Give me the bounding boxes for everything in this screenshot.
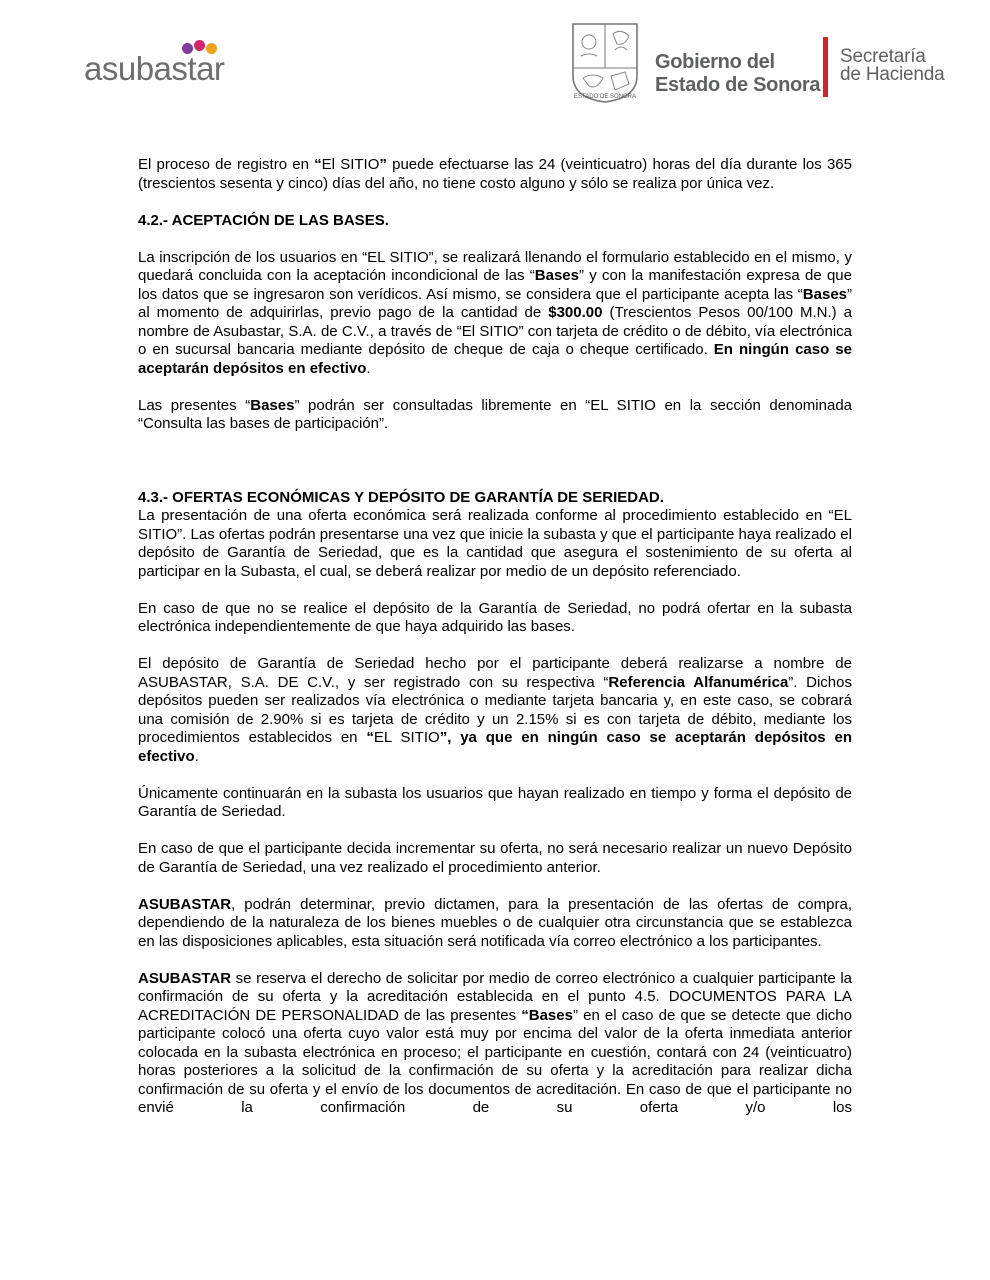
red-divider [823, 37, 828, 97]
paragraph-deposito-garantia: El depósito de Garantía de Seriedad hecho por el participante deberá realizarse a nombre de ASUBASTAR, S.A. DE C.V., y ser registrado con su respectiva “Referencia Alfanumérica”. Dichos depósitos pueden ser realizados vía electrónica o mediante tarjeta bancaria y, en este caso, se cobrará una comisión de 2.90% si es tarjeta de crédito y un 2.15% si es con tarjeta de débito, mediante los procedimientos establecidos en “EL SITIO”, ya que en ningún caso se aceptarán depósitos en efectivo. [138, 655, 852, 765]
page-header [0, 0, 990, 120]
paragraph-confirmacion: ASUBASTAR se reserva el derecho de solicitar por medio de correo electrónico a cualquier participante la confirmación de su oferta y la acreditación establecida en el punto 4.5. DOCUMENTOS PARA LA ACREDITACIÓN DE PERSONALIDAD de las presentes “Bases” en el caso de que se detecte que dicho participante colocó una oferta cuyo valor está muy por encima del valor de la oferta inmediata anterior colocada en la subasta electrónica en proceso; el participante en cuestión, contará con 24 (veinticuatro) horas posteriores a la solicitud de la confirmación de su oferta y la acreditación para realizar dicha confirmación de su oferta y el envío de los documentos de acreditación. En caso de que el participante no envié la confirmación de su oferta y/o los [138, 969, 852, 1116]
hacienda-line-1: Secretaría [840, 46, 926, 67]
paragraph-incrementar-oferta: En caso de que el participante decida incrementar su oferta, no será necesario realizar un nuevo Depósito de Garantía de Seriedad, una vez realizado el procedimiento anterior. [138, 840, 852, 876]
paragraph-presentacion-oferta: La presentación de una oferta económica será realizada conforme al procedimiento establecido en “EL SITIO”. Las ofertas podrán presentarse una vez que inicie la subasta y que el participante haya realizado el depósito de Garantía de Seriedad, que es la cantidad que asegura el sostenimiento de su oferta al participar en la Subasta, el cual, se deberá realizar por medio de un depósito referenciado. [138, 507, 852, 580]
asubastar-logo [84, 38, 244, 90]
hacienda-line-2: de Hacienda [840, 64, 945, 85]
heading-4-3: 4.3.- OFERTAS ECONÓMICAS Y DEPÓSITO DE GARANTÍA DE SERIEDAD. [138, 488, 664, 506]
heading-4-2: 4.2.- ACEPTACIÓN DE LAS BASES. [138, 211, 389, 229]
document-body [138, 156, 852, 1118]
paragraph-dictamen: ASUBASTAR, podrán determinar, previo dictamen, para la presentación de las ofertas de compra, dependiendo de la naturaleza de los bienes muebles o de cualquier otra circunstancia que se establezca en las disposiciones aplicables, esta situación será notificada vía correo electrónico a los participantes. [138, 895, 852, 950]
gov-line-2: Estado de Sonora [655, 74, 821, 96]
paragraph-continuaran: Únicamente continuarán en la subasta los usuarios que hayan realizado en tiempo y forma el depósito de Garantía de Seriedad. [138, 784, 852, 820]
seal-caption: ESTADO DE SONORA [574, 94, 636, 100]
paragraph-inscripcion: La inscripción de los usuarios en “EL SITIO”, se realizará llenando el formulario establecido en el mismo, y quedará concluida con la aceptación incondicional de las “Bases” y con la manifestación expresa de que los datos que se ingresaron son verídicos. Así mismo, se considera que el participante acepta las “Bases” al momento de adquirirlas, previo pago de la cantidad de $300.00 (Trescientos Pesos 00/100 M.N.) a nombre de Asubastar, S.A. de C.V., a través de “El SITIO” con tarjeta de crédito o de débito, vía electrónica o en sucursal bancaria mediante depósito de cheque de caja o cheque certificado. En ningún caso se aceptarán depósitos en efectivo. [138, 248, 852, 377]
gobierno-sonora-logo [655, 51, 820, 97]
gov-line-1: Gobierno del [655, 51, 775, 73]
logo-wordmark: asubastar [84, 50, 225, 87]
paragraph-consulta-bases: Las presentes “Bases” podrán ser consultadas libremente en “EL SITIO en la sección denominada “Consulta las bases de participación”. [138, 396, 853, 432]
sonora-seal-icon [569, 20, 641, 104]
paragraph-sin-deposito: En caso de que no se realice el depósito de la Garantía de Seriedad, no podrá ofertar en la subasta electrónica independientemente de que haya adquirido las bases. [138, 599, 852, 635]
paragraph-registro: El proceso de registro en “El SITIO” puede efectuarse las 24 (veinticuatro) horas del día durante los 365 (trescientos sesenta y cinco) días del año, no tiene costo alguno y sólo se realiza por única vez. [138, 156, 852, 192]
secretaria-hacienda-logo [840, 48, 945, 84]
